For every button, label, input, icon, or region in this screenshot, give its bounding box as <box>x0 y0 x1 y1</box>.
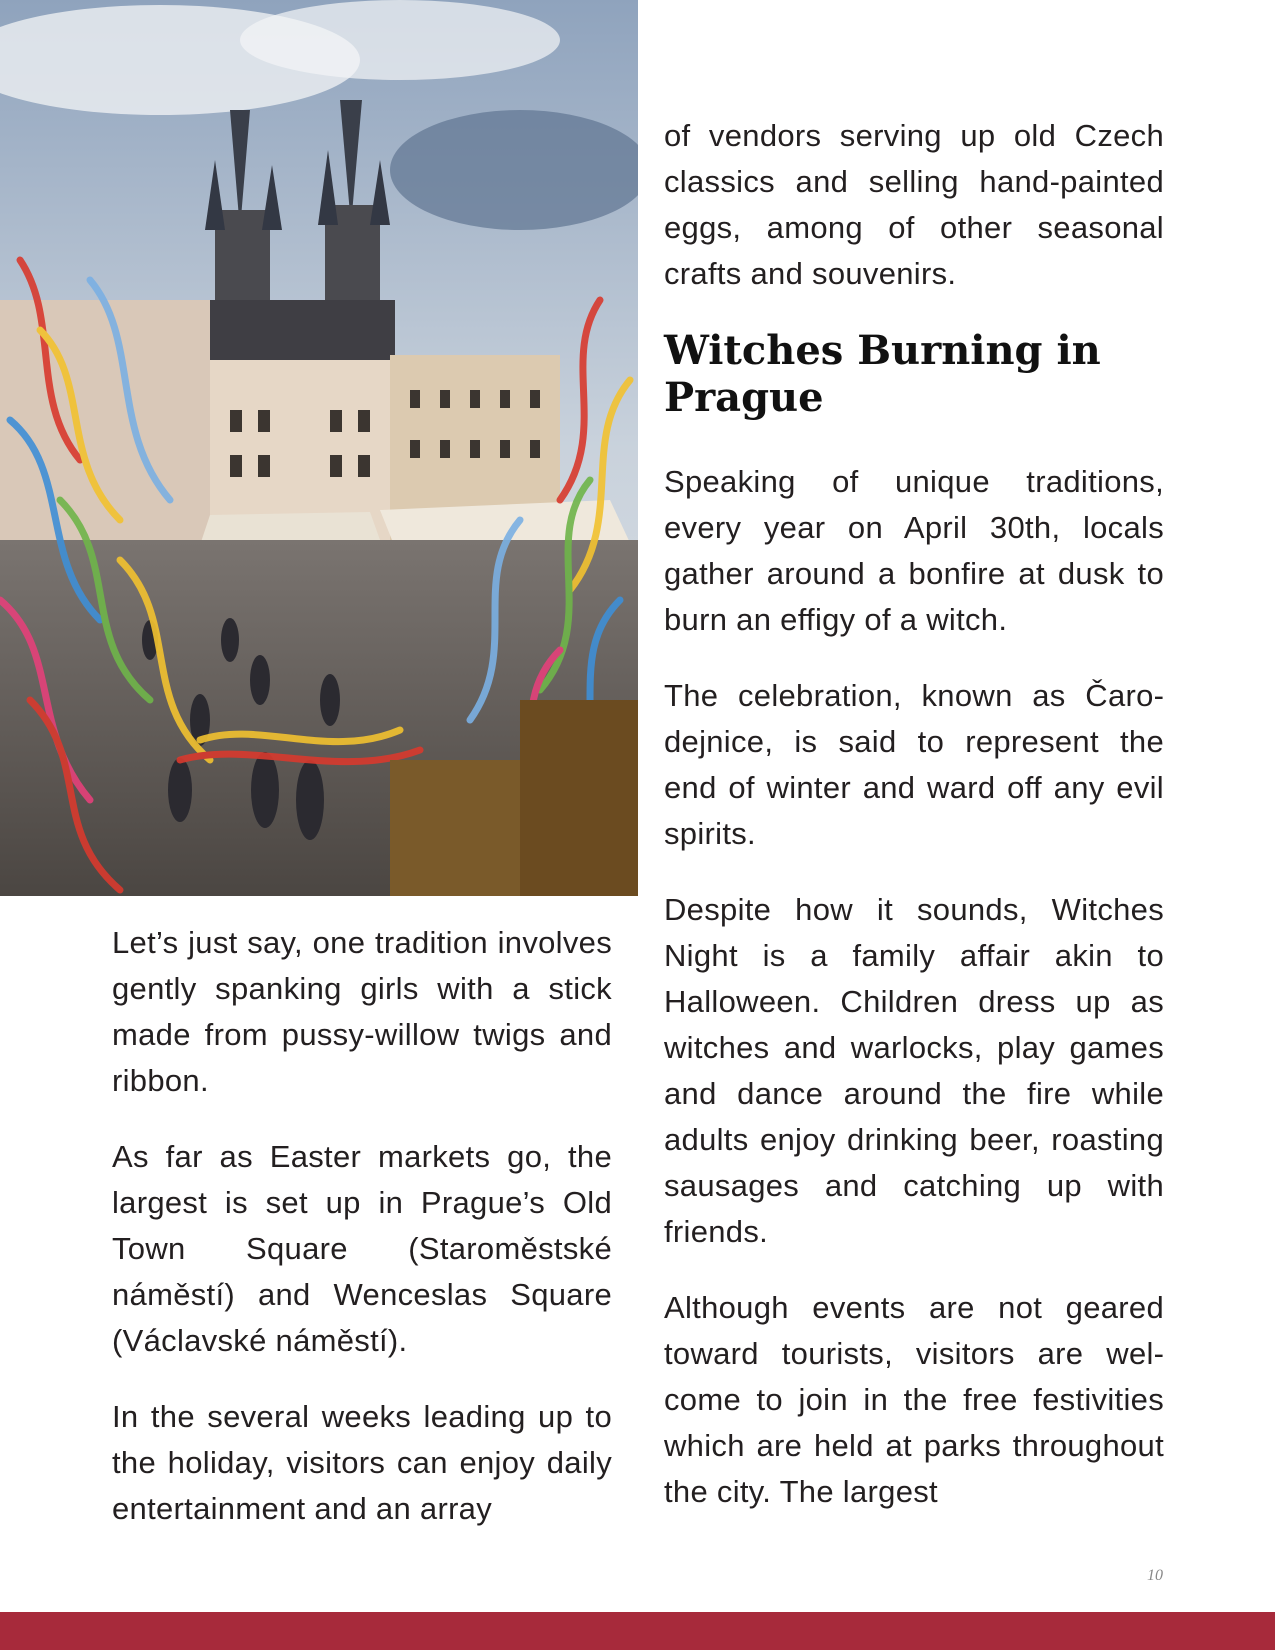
photo-illustration <box>0 0 638 896</box>
paragraph-easter-markets: As far as Easter markets go, the largest is set up in Prague’s Old Town Square (Staroměstské náměstí) and Wenceslas Square (Václavské náměstí). <box>112 1139 612 1358</box>
paragraph-weeks-leading-up: In the several weeks leading up to the holiday, visitors can enjoy daily entertainment and an array <box>112 1399 612 1526</box>
page-number: 10 <box>1147 1567 1163 1584</box>
left-text-column <box>112 920 612 1562</box>
paragraph-family-affair: Despite how it sounds, Witches Night is a family affair akin to Halloween. Children dress up as witches and warlocks, play games and dance around the fire while adults enjoy drinking beer, roasting sausages and catching up with friends. <box>664 892 1164 1249</box>
prague-easter-market-photo <box>0 0 638 896</box>
paragraph-carodejnice: The celebration, known as Čarodejnice, is said to represent the end of winter and ward off any evil spirits. <box>664 678 1164 851</box>
paragraph-vendors: of vendors serving up old Czech classics and selling hand-painted eggs, among of other seasonal crafts and souvenirs. <box>664 118 1164 291</box>
section-heading-witches-burning: Witches Burning in Prague <box>664 327 1101 421</box>
right-text-column <box>664 113 1164 1545</box>
paragraph-visitors-welcome: Although events are not geared toward tourists, visitors are welcome to join in the free festivities which are held at parks throughout the city. The largest <box>664 1290 1164 1509</box>
paragraph-spanking-tradition: Let’s just say, one tradition involves gently spanking girls with a stick made from pussy-willow twigs and ribbon. <box>112 925 612 1098</box>
footer-bar <box>0 1612 1275 1650</box>
paragraph-unique-traditions: Speaking of unique traditions, every year on April 30th, locals gather around a bonfire at dusk to burn an effigy of a witch. <box>664 464 1164 637</box>
